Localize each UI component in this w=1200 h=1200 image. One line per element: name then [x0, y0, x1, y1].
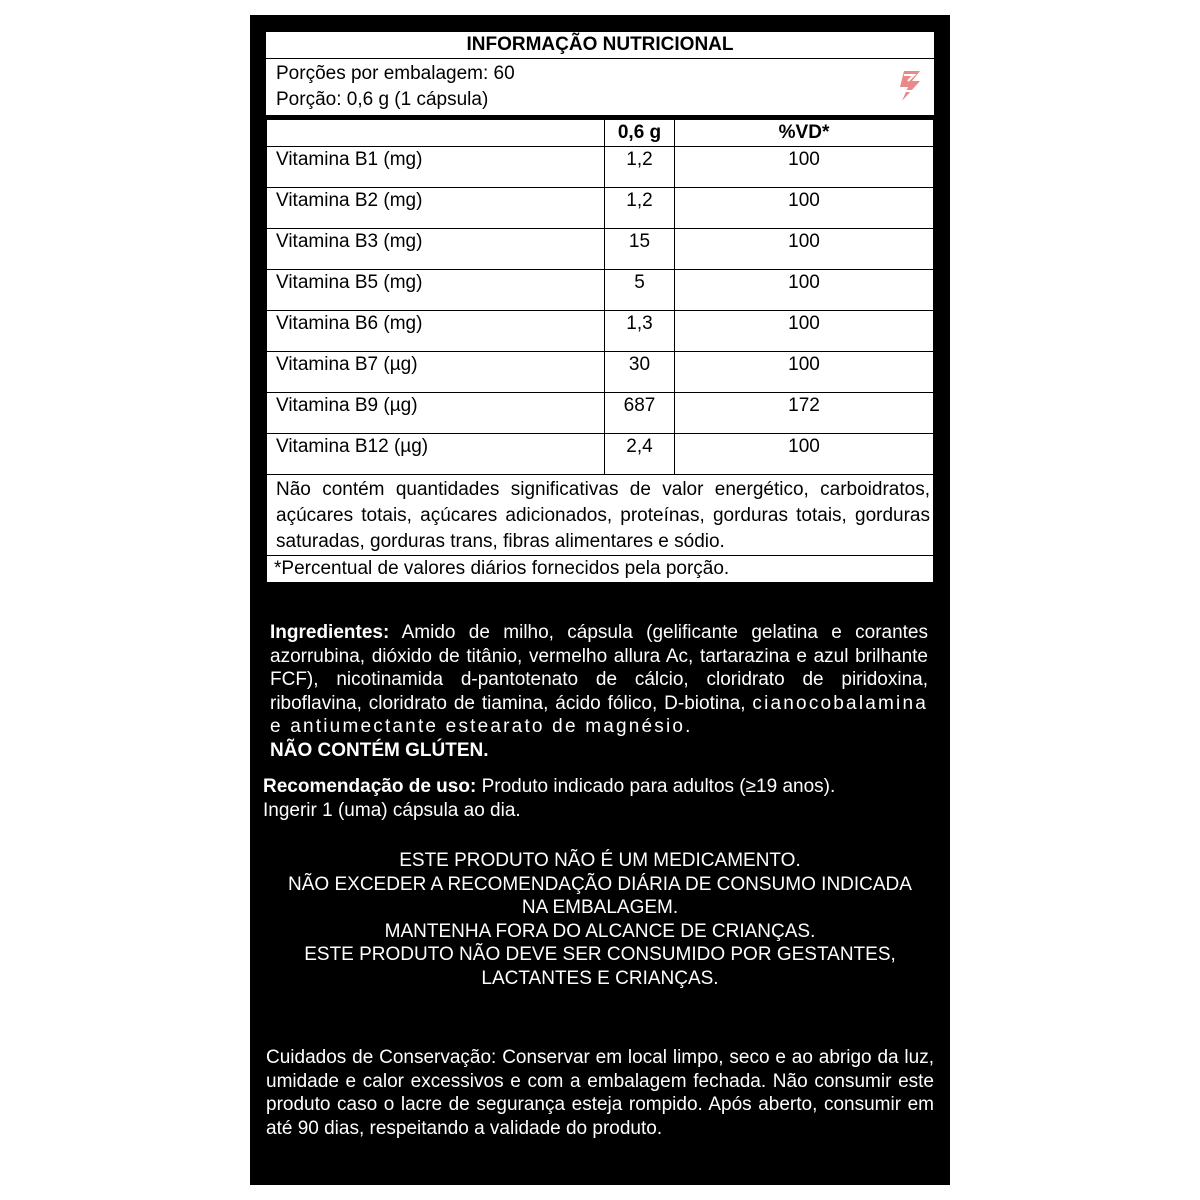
ingredients-label: Ingredientes: [270, 622, 390, 643]
nutrient-name: Vitamina B1 (mg) [267, 147, 605, 188]
nutrient-name: Vitamina B2 (mg) [267, 188, 605, 229]
conservation-section: Cuidados de Conservação: Conservar em local limpo, seco e ao abrigo da luz, umidade e calor excessivos e com a embalagem fechada. Não consumir este produto caso o lacre de segurança esteja rompido. Após aberto, consumir em até 90 dias, respeitando a validade do produto. [266, 1047, 934, 1139]
warning-line: MANTENHA FORA DO ALCANCE DE CRIANÇAS. [384, 920, 816, 942]
nutrient-dv: 100 [675, 270, 934, 311]
warning-line: ESTE PRODUTO NÃO É UM MEDICAMENTO. [399, 850, 801, 871]
warning-line: LACTANTES E CRIANÇAS. [481, 967, 719, 989]
nutrient-name: Vitamina B6 (mg) [267, 311, 605, 352]
nutrient-amount: 5 [605, 270, 675, 311]
warning-line: NA EMBALAGEM. [521, 897, 679, 918]
not-significant-note: Não contém quantidades significativas de valor energético, carboidratos, açúcares totais, açúcares adicionados, proteínas, gorduras totais, gorduras saturadas, gorduras trans, fibras alimentares e sódio. [267, 475, 933, 556]
warning-line: NÃO EXCEDER A RECOMENDAÇÃO DIÁRIA DE CONSUMO INDICADA [288, 873, 912, 895]
table-row [267, 270, 934, 311]
nutrient-dv: 100 [675, 311, 934, 352]
table-row [267, 434, 934, 475]
usage-label: Recomendação de uso: [263, 776, 477, 797]
nutrient-amount: 1,2 [605, 147, 675, 188]
header-amount: 0,6 g [605, 120, 675, 147]
header-nutrient [267, 120, 605, 147]
nutrient-amount: 687 [605, 393, 675, 434]
nutrient-amount: 1,3 [605, 311, 675, 352]
table-row [267, 352, 934, 393]
usage-line-1: Produto indicado para adultos (≥19 anos). [481, 776, 836, 797]
nutrient-amount: 2,4 [605, 434, 675, 475]
ingredients-text-end: cianocobalamina e antiumectante estearato de magnésio. [270, 692, 928, 737]
table-row [267, 147, 934, 188]
nutrient-amount: 1,2 [605, 188, 675, 229]
nutrient-name: Vitamina B9 (µg) [267, 393, 605, 434]
nutrient-name: Vitamina B7 (µg) [267, 352, 605, 393]
table-row [267, 188, 934, 229]
warning-line: ESTE PRODUTO NÃO DEVE SER CONSUMIDO POR GESTANTES, [304, 944, 896, 965]
nutrient-name: Vitamina B12 (µg) [267, 434, 605, 475]
ingredients-section [270, 621, 928, 762]
ingredients-text: Amido de milho, cápsula (gelificante gelatina e corantes azorrubina, dióxido de titânio, vermelho allura Ac, tartarazina e azul brilhante FCF), nicotinamida d-pantotenato de cálcio, cloridrato de piridoxina, riboflavina, cloridrato de tiamina, ácido fólico, D-biotina, [270, 622, 928, 714]
table-row [267, 311, 934, 352]
dv-footnote: *Percentual de valores diários fornecidos pela porção. [274, 558, 730, 579]
label-panel [250, 15, 950, 1185]
nutrition-facts-box [266, 32, 934, 582]
gluten-warning: NÃO CONTÉM GLÚTEN. [270, 739, 489, 761]
nutrient-name: Vitamina B5 (mg) [267, 270, 605, 311]
table-row [267, 229, 934, 270]
nutrition-notes [266, 475, 934, 582]
usage-line-2: Ingerir 1 (uma) cápsula ao dia. [263, 799, 521, 821]
table-row [267, 393, 934, 434]
header-dv: %VD* [675, 120, 934, 147]
usage-section [263, 775, 933, 822]
nutrient-amount: 15 [605, 229, 675, 270]
nutrient-dv: 100 [675, 352, 934, 393]
warnings-section [250, 849, 950, 990]
table-header-row [267, 120, 934, 147]
nutrition-title: INFORMAÇÃO NUTRICIONAL [266, 32, 934, 59]
seal-icon [898, 69, 924, 103]
serving-size: Porção: 0,6 g (1 cápsula) [276, 89, 489, 110]
serving-info [266, 59, 934, 115]
nutrient-dv: 100 [675, 147, 934, 188]
nutrient-amount: 30 [605, 352, 675, 393]
servings-per-package: Porções por embalagem: 60 [276, 63, 515, 84]
nutrient-dv: 100 [675, 188, 934, 229]
nutrient-dv: 100 [675, 229, 934, 270]
nutrition-table [266, 119, 934, 475]
nutrient-name: Vitamina B3 (mg) [267, 229, 605, 270]
nutrient-dv: 172 [675, 393, 934, 434]
nutrient-dv: 100 [675, 434, 934, 475]
